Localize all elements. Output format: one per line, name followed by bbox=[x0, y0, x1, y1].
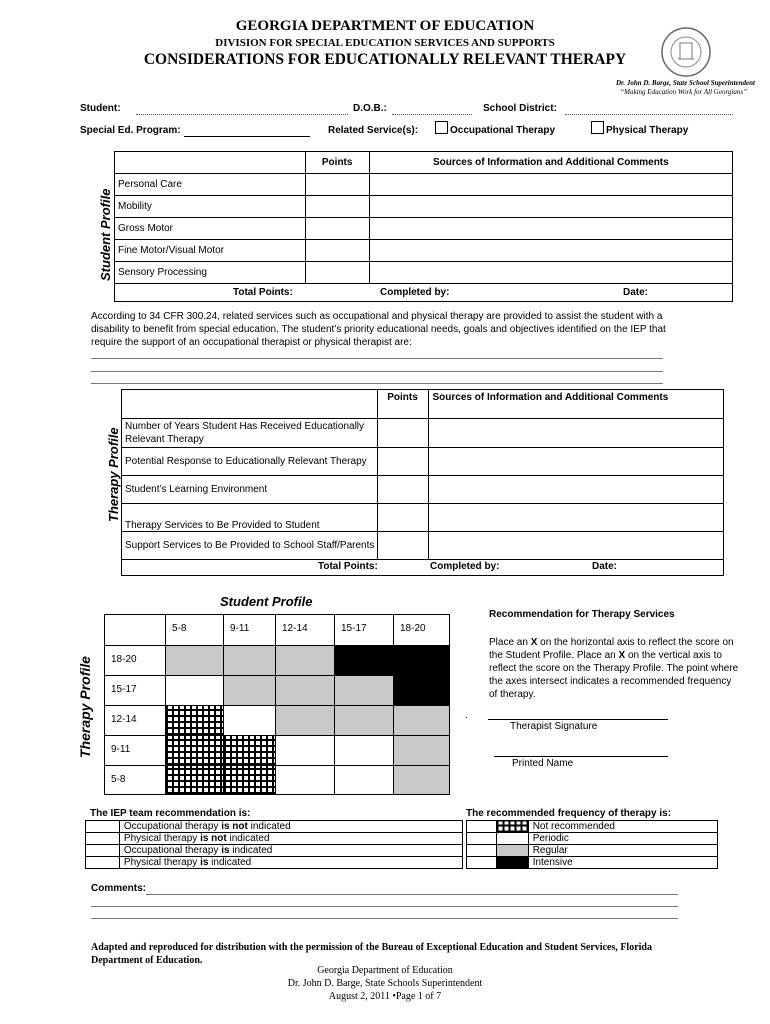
needs-line-1[interactable] bbox=[91, 358, 663, 359]
instr-part-1: Place an bbox=[489, 637, 531, 648]
motto: “Making Education Work for All Georgians” bbox=[620, 88, 747, 96]
total-points-label: Total Points: bbox=[233, 287, 293, 298]
points-cell[interactable] bbox=[377, 419, 428, 448]
grid-cell-periodic bbox=[275, 735, 335, 766]
student-total-row bbox=[115, 284, 733, 302]
iep-text: indicated bbox=[247, 821, 291, 832]
grid-cell-periodic bbox=[334, 735, 394, 766]
frequency-table bbox=[466, 820, 718, 869]
program-label: Special Ed. Program: bbox=[80, 125, 181, 136]
student-row-label: Personal Care bbox=[115, 174, 306, 196]
dob-field[interactable] bbox=[392, 114, 472, 115]
related-label: Related Service(s): bbox=[328, 125, 419, 136]
grid-col-header bbox=[223, 614, 276, 646]
cfr-paragraph: According to 34 CFR 300.24, related services such as occupational and physical therapy are provided to assist the student with a disability to benefit from special education. The student’s priority educational needs, goals and objectives identified on the IEP that require the support of an occupational therapist or physical therapist are: bbox=[91, 311, 666, 348]
student-row-label: Mobility bbox=[115, 196, 306, 218]
freq-checkbox[interactable] bbox=[467, 821, 497, 833]
grid-row-label: 18-20 bbox=[111, 654, 137, 665]
iep-emphasis: is bbox=[200, 857, 209, 868]
iep-text: Occupational therapy bbox=[123, 821, 222, 832]
grid-cell-regular bbox=[275, 705, 335, 736]
student-field[interactable] bbox=[136, 114, 348, 115]
state-seal bbox=[660, 26, 712, 78]
instr-x-2: X bbox=[618, 650, 626, 661]
grid-row-header bbox=[104, 675, 166, 706]
points-cell[interactable] bbox=[377, 532, 428, 560]
iep-text: indicated bbox=[208, 857, 252, 868]
grid-cell-periodic bbox=[165, 675, 224, 706]
grid-row-header bbox=[104, 735, 166, 766]
recommendation-instructions bbox=[489, 636, 739, 701]
stray-dot: . bbox=[465, 710, 468, 721]
grid-col-label: 12-14 bbox=[282, 623, 308, 634]
iep-text: Physical therapy bbox=[123, 857, 201, 868]
sources-cell[interactable] bbox=[369, 240, 732, 262]
therapy-profile-side-label: Therapy Profile bbox=[106, 427, 121, 522]
student-profile-side-label: Student Profile bbox=[98, 188, 113, 281]
student-label: Student: bbox=[80, 103, 121, 114]
iep-option bbox=[119, 833, 462, 845]
grid-cell-regular bbox=[275, 675, 335, 706]
points-cell[interactable] bbox=[305, 262, 369, 284]
grid-row-header bbox=[104, 705, 166, 736]
student-row-label: Gross Motor bbox=[115, 218, 306, 240]
iep-emphasis: is bbox=[221, 845, 230, 856]
sources-cell[interactable] bbox=[428, 532, 723, 560]
header-blank bbox=[115, 152, 306, 174]
iep-table bbox=[85, 820, 463, 869]
recommendation-title: Recommendation for Therapy Services bbox=[489, 609, 675, 620]
sources-cell[interactable] bbox=[369, 196, 732, 218]
grid-cell-regular bbox=[334, 705, 394, 736]
sources-cell[interactable] bbox=[369, 218, 732, 240]
sources-cell[interactable] bbox=[428, 504, 723, 532]
grid-cell-periodic bbox=[334, 765, 394, 795]
program-field[interactable] bbox=[184, 136, 310, 137]
iep-text: indicated bbox=[226, 833, 270, 844]
pt-label: Physical Therapy bbox=[606, 125, 689, 136]
therapy-row-label: Therapy Services to Be Provided to Student bbox=[122, 504, 378, 532]
grid-cell-regular bbox=[275, 645, 335, 676]
footer-line-3: August 2, 2011 •Page 1 of 7 bbox=[328, 991, 442, 1002]
footer-line-1: Georgia Department of Education bbox=[317, 965, 453, 976]
needs-line-2[interactable] bbox=[91, 371, 663, 372]
therapy-row-label: Support Services to Be Provided to School Staff/Parents bbox=[122, 532, 378, 560]
grid-cell-not-recommended bbox=[223, 735, 276, 766]
grid-cell-regular bbox=[393, 705, 450, 736]
freq-swatch-intensive bbox=[496, 857, 528, 869]
student-row-label: Sensory Processing bbox=[115, 262, 306, 284]
grid-col-label: 5-8 bbox=[172, 623, 187, 634]
ot-checkbox[interactable] bbox=[435, 121, 448, 134]
district-label: School District: bbox=[483, 103, 557, 114]
grid-cell-intensive bbox=[393, 645, 450, 676]
completed-by-label: Completed by: bbox=[380, 287, 450, 298]
printed-name-label: Printed Name bbox=[512, 758, 574, 769]
district-field[interactable] bbox=[565, 114, 733, 115]
grid-cell-regular bbox=[223, 675, 276, 706]
dob-label: D.O.B.: bbox=[353, 103, 387, 114]
grid-cell-regular bbox=[223, 645, 276, 676]
grid-cell-not-recommended bbox=[165, 705, 224, 736]
grid-title: Student Profile bbox=[220, 594, 313, 609]
sources-cell[interactable] bbox=[369, 262, 732, 284]
grid-cell-regular bbox=[393, 765, 450, 795]
grid-cell-periodic bbox=[275, 765, 335, 795]
points-cell[interactable] bbox=[305, 218, 369, 240]
comments-line-2[interactable] bbox=[91, 906, 678, 907]
signature-label: Therapist Signature bbox=[510, 721, 598, 732]
department-title: GEORGIA DEPARTMENT OF EDUCATION bbox=[235, 18, 535, 34]
sources-cell[interactable] bbox=[428, 419, 723, 448]
iep-option bbox=[119, 821, 462, 833]
sources-header: Sources of Information and Additional Comments bbox=[369, 152, 732, 174]
therapy-profile-table bbox=[121, 389, 724, 576]
ot-label: Occupational Therapy bbox=[450, 125, 556, 136]
signature-line[interactable] bbox=[488, 719, 668, 720]
freq-checkbox[interactable] bbox=[467, 845, 497, 857]
grid-row-label: 15-17 bbox=[111, 684, 137, 695]
therapy-row-label: Potential Response to Educationally Relevant Therapy bbox=[122, 448, 378, 476]
instr-part-3: on the vertical axis to reflect the score on the Therapy Profile. The point where the axes intersect indicates a recommended frequency of therapy. bbox=[489, 650, 739, 700]
sources-header: Sources of Information and Additional Comments bbox=[428, 390, 723, 419]
points-header: Points bbox=[305, 152, 369, 174]
freq-checkbox[interactable] bbox=[467, 857, 497, 869]
grid-col-header bbox=[334, 614, 394, 646]
date-label: Date: bbox=[592, 561, 618, 572]
iep-emphasis: is not bbox=[221, 821, 248, 832]
grid-row-label: 9-11 bbox=[111, 744, 131, 755]
iep-checkbox[interactable] bbox=[86, 845, 120, 857]
comments-label: Comments: bbox=[91, 883, 147, 894]
freq-swatch-periodic bbox=[496, 833, 528, 845]
grid-row-header bbox=[104, 645, 166, 676]
grid-row-label: 5-8 bbox=[111, 774, 126, 785]
grid-col-label: 15-17 bbox=[341, 623, 367, 634]
points-cell[interactable] bbox=[305, 196, 369, 218]
pt-checkbox[interactable] bbox=[591, 121, 604, 134]
grid-cell-regular bbox=[334, 675, 394, 706]
points-cell[interactable] bbox=[377, 504, 428, 532]
grid-col-label: 9-11 bbox=[230, 623, 250, 634]
freq-label: Not recommended bbox=[528, 821, 717, 833]
instr-part-2: on the horizontal axis to reflect the score on the Student Profile. Place an bbox=[489, 637, 734, 661]
grid-col-label: 18-20 bbox=[400, 623, 426, 634]
grid-cell-intensive bbox=[393, 675, 450, 706]
grid-cell-intensive bbox=[334, 645, 394, 676]
iep-text: Physical therapy bbox=[123, 833, 201, 844]
grid-cell-periodic bbox=[223, 705, 276, 736]
iep-emphasis: is not bbox=[200, 833, 227, 844]
points-cell[interactable] bbox=[377, 476, 428, 504]
iep-text: Occupational therapy bbox=[123, 845, 222, 856]
grid-row-label: 12-14 bbox=[111, 714, 137, 725]
completed-by-label: Completed by: bbox=[430, 561, 500, 572]
therapy-row-label: Number of Years Student Has Received Educationally Relevant Therapy bbox=[122, 419, 378, 448]
needs-line-3[interactable] bbox=[91, 383, 663, 384]
points-cell[interactable] bbox=[305, 240, 369, 262]
student-row-label: Fine Motor/Visual Motor bbox=[115, 240, 306, 262]
freq-swatch-not-recommended bbox=[496, 821, 528, 833]
student-profile-table bbox=[114, 151, 733, 302]
points-cell[interactable] bbox=[377, 448, 428, 476]
grid-cell-not-recommended bbox=[165, 765, 224, 795]
therapy-row-label: Student’s Learning Environment bbox=[122, 476, 378, 504]
grid-col-header bbox=[275, 614, 335, 646]
iep-option bbox=[119, 857, 462, 869]
grid-row-header bbox=[104, 765, 166, 795]
header-blank bbox=[122, 390, 378, 419]
freq-label: Periodic bbox=[528, 833, 717, 845]
iep-option bbox=[119, 845, 462, 857]
grid-cell-not-recommended bbox=[223, 765, 276, 795]
printed-name-line[interactable] bbox=[494, 756, 668, 757]
footer-line-2: Dr. John D. Barge, State Schools Superintendent bbox=[287, 978, 483, 989]
grid-cell-not-recommended bbox=[165, 735, 224, 766]
freq-swatch-regular bbox=[496, 845, 528, 857]
frequency-title: The recommended frequency of therapy is: bbox=[466, 808, 672, 819]
freq-label: Regular bbox=[528, 845, 717, 857]
sources-cell[interactable] bbox=[369, 174, 732, 196]
total-points-label: Total Points: bbox=[318, 561, 378, 572]
points-cell[interactable] bbox=[305, 174, 369, 196]
points-header: Points bbox=[377, 390, 428, 419]
therapy-total-row bbox=[122, 560, 724, 576]
iep-checkbox[interactable] bbox=[86, 857, 120, 869]
grid-col-header bbox=[165, 614, 224, 646]
iep-text: indicated bbox=[229, 845, 273, 856]
freq-label: Intensive bbox=[528, 857, 717, 869]
iep-checkbox[interactable] bbox=[86, 833, 120, 845]
iep-title: The IEP team recommendation is: bbox=[90, 808, 251, 819]
comments-line-1[interactable] bbox=[146, 894, 678, 895]
grid-cell-regular bbox=[165, 645, 224, 676]
iep-checkbox[interactable] bbox=[86, 821, 120, 833]
grid-corner bbox=[104, 614, 166, 646]
grid-side-label: Therapy Profile bbox=[77, 656, 93, 758]
freq-checkbox[interactable] bbox=[467, 833, 497, 845]
date-label: Date: bbox=[623, 287, 649, 298]
sources-cell[interactable] bbox=[428, 448, 723, 476]
form-title: CONSIDERATIONS FOR EDUCATIONALLY RELEVANT THERAPY bbox=[143, 51, 627, 68]
grid-col-header bbox=[393, 614, 450, 646]
frequency-grid bbox=[104, 614, 450, 795]
superintendent-line: Dr. John D. Barge, State School Superintendent bbox=[615, 79, 755, 87]
division-title: DIVISION FOR SPECIAL EDUCATION SERVICES AND SUPPORTS bbox=[215, 37, 555, 49]
adapted-note: Adapted and reproduced for distribution with the permission of the Bureau of Exceptional Education and Student Services, Florida Department of Education. bbox=[91, 942, 652, 966]
sources-cell[interactable] bbox=[428, 476, 723, 504]
instr-x-1: X bbox=[530, 637, 538, 648]
comments-line-3[interactable] bbox=[91, 918, 678, 919]
grid-cell-regular bbox=[393, 735, 450, 766]
